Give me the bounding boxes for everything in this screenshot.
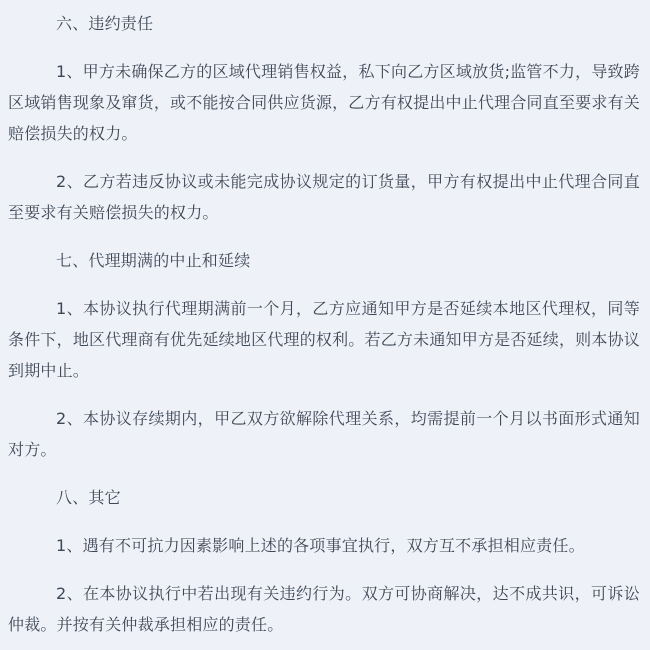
paragraph-8-2: 2、在本协议执行中若出现有关违约行为。双方可协商解决，达不成共识，可诉讼仲裁。并按有关仲裁承担相应的责任。 <box>8 584 640 634</box>
paragraph-7-1: 1、本协议执行代理期满前一个月，乙方应通知甲方是否延续本地区代理权，同等条件下，地区代理商有优先延续地区代理的权利。若乙方未通知甲方是否延续，则本协议到期中止。 <box>8 299 640 380</box>
section-heading-7: 七、代理期满的中止和延续 <box>56 251 251 270</box>
paragraph-6-1: 1、甲方未确保乙方的区域代理销售权益，私下向乙方区域放货;监管不力，导致跨区域销售现象及窜货，或不能按合同供应货源，乙方有权提出中止代理合同直至要求有关赔偿损失的权力。 <box>8 62 640 143</box>
section-heading-8: 八、其它 <box>56 488 121 507</box>
paragraph-6-2: 2、乙方若违反协议或未能完成协议规定的订货量，甲方有权提出中止代理合同直至要求有关赔偿损失的权力。 <box>8 172 640 222</box>
section-heading-6: 六、违约责任 <box>56 14 154 33</box>
paragraph-8-1: 1、遇有不可抗力因素影响上述的各项事宜执行，双方互不承担相应责任。 <box>56 536 585 555</box>
paragraph-7-2: 2、本协议存续期内，甲乙双方欲解除代理关系，均需提前一个月以书面形式通知对方。 <box>8 409 640 459</box>
